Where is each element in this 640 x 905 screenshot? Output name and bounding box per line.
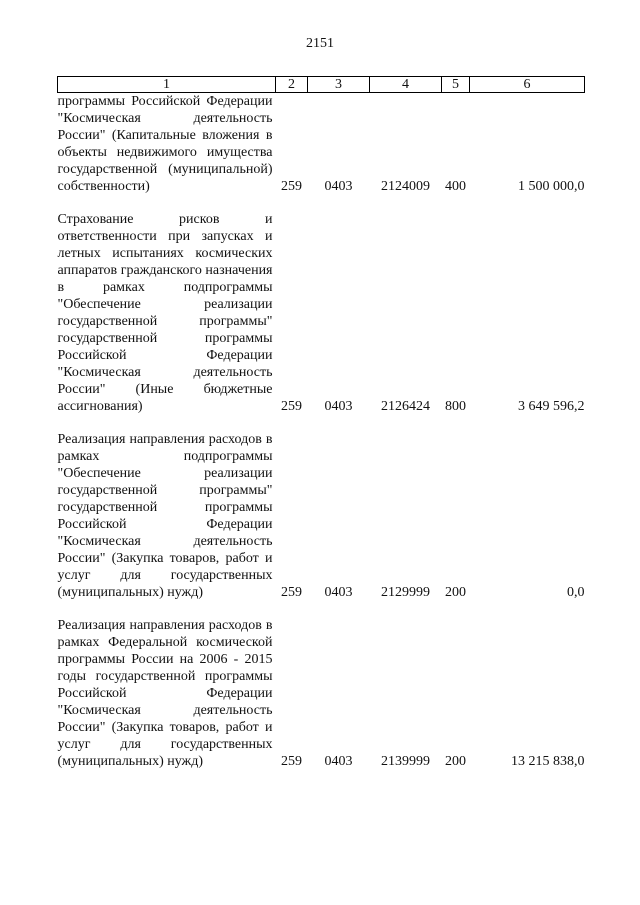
row-spacer: [58, 195, 585, 211]
row-expense-type: 200: [445, 754, 466, 769]
row-amount: 3 649 596,2: [518, 399, 585, 414]
row-amount: 0,0: [567, 585, 585, 600]
row-target-code: 2129999: [381, 585, 430, 600]
row-description: Страхование рисков и ответственности при запусках и летных испытаниях космических аппаратов гражданского назначения в рамках подпрограммы "Обеспечение реализации государственной программы" государственной программы Российской Федерации "Космическая деятельность России" (Иные бюджетные ассигнования): [57, 212, 273, 414]
column-header-5: 5: [442, 77, 470, 93]
table-row: [58, 431, 585, 601]
row-section-code: 0403: [324, 399, 353, 414]
column-header-3: 3: [308, 77, 370, 93]
page-number: 2151: [306, 36, 334, 51]
table-header: [58, 77, 585, 93]
column-header-6: 6: [470, 77, 585, 93]
row-section-code: 0403: [324, 754, 353, 769]
row-ministry-code: 259: [281, 179, 302, 194]
row-section-code: 0403: [324, 179, 353, 194]
column-header-2: 2: [276, 77, 308, 93]
row-ministry-code: 259: [281, 754, 302, 769]
row-description: программы Российской Федерации "Космическая деятельность России" (Капитальные вложения в объекты недвижимого имущества государственной (муниципальной) собственности): [57, 94, 273, 194]
table-row: [58, 211, 585, 415]
row-expense-type: 200: [445, 585, 466, 600]
table-row: [58, 93, 585, 196]
header-row: [58, 77, 585, 93]
row-target-code: 2139999: [381, 754, 430, 769]
table-row: [58, 617, 585, 770]
row-section-code: 0403: [324, 585, 353, 600]
column-header-1: 1: [58, 77, 276, 93]
budget-table: [57, 76, 585, 770]
column-header-4: 4: [370, 77, 442, 93]
row-spacer: [58, 415, 585, 431]
row-expense-type: 800: [445, 399, 466, 414]
table-body: [58, 93, 585, 771]
row-description: Реализация направления расходов в рамках подпрограммы "Обеспечение реализации государственной программы" государственной программы Российской Федерации "Космическая деятельность России" (Закупка товаров, работ и услуг для государственных (муниципальных) нужд): [57, 432, 273, 600]
row-description: Реализация направления расходов в рамках Федеральной космической программы России на 2006 - 2015 годы государственной программы Российской Федерации "Космическая деятельность России" (Закупка товаров, работ и услуг для государственных (муниципальных) нужд): [57, 618, 273, 769]
row-target-code: 2124009: [381, 179, 430, 194]
row-spacer: [58, 601, 585, 617]
row-target-code: 2126424: [381, 399, 430, 414]
row-amount: 13 215 838,0: [511, 754, 585, 769]
row-amount: 1 500 000,0: [518, 179, 585, 194]
row-ministry-code: 259: [281, 585, 302, 600]
row-expense-type: 400: [445, 179, 466, 194]
row-ministry-code: 259: [281, 399, 302, 414]
